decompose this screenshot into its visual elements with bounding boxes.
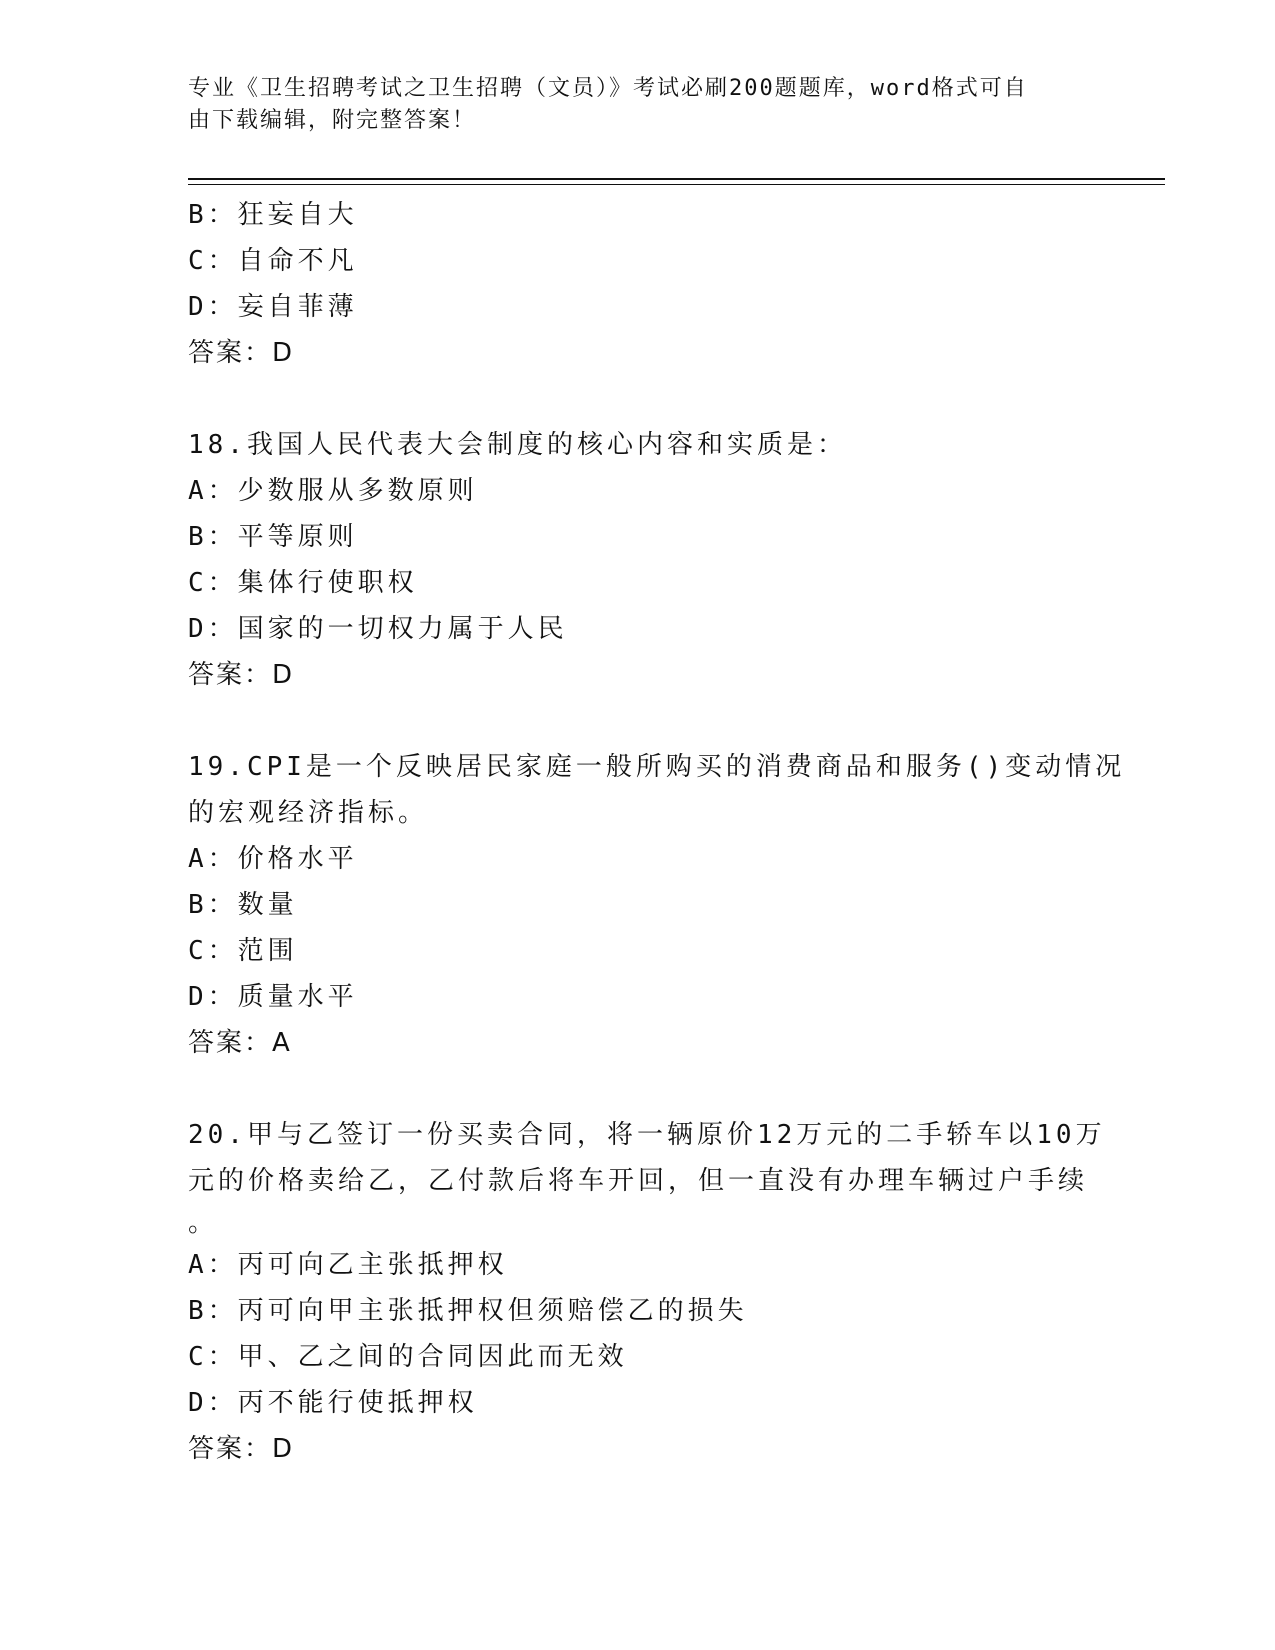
option-b: B：平等原则: [188, 522, 358, 552]
option-b: B：丙可向甲主张抵押权但须赔偿乙的损失: [188, 1296, 748, 1326]
answer: 答案：A: [188, 1028, 292, 1058]
question-text-line-1: 19.CPI是一个反映居民家庭一般所购买的消费商品和服务()变动情况: [188, 752, 1126, 782]
question-20: [188, 1112, 1106, 1472]
spacer: [188, 1066, 1088, 1112]
option-b: B：狂妄自大: [188, 200, 358, 230]
question-text: 18.我国人民代表大会制度的核心内容和实质是：: [188, 430, 847, 460]
option-a: A：少数服从多数原则: [188, 476, 478, 506]
header-line-1: 专业《卫生招聘考试之卫生招聘（文员）》考试必刷200题题库，word格式可自: [188, 76, 1028, 101]
question-18: [188, 422, 1088, 698]
option-c: C：甲、乙之间的合同因此而无效: [188, 1342, 628, 1372]
option-d: D：质量水平: [188, 982, 358, 1012]
question-text-line-2: 元的价格卖给乙，乙付款后将车开回，但一直没有办理车辆过户手续: [188, 1166, 1089, 1196]
option-d: D：丙不能行使抵押权: [188, 1388, 478, 1418]
answer: 答案：D: [188, 1434, 295, 1464]
question-list: [188, 192, 1126, 1472]
option-a: A：价格水平: [188, 844, 358, 874]
question-17-tail: [188, 192, 1088, 376]
question-text-line-3: 。: [188, 1208, 219, 1238]
option-a: A：丙可向乙主张抵押权: [188, 1250, 508, 1280]
answer: 答案：D: [188, 660, 295, 690]
question-text-line-1: 20.甲与乙签订一份买卖合同，将一辆原价12万元的二手轿车以10万: [188, 1120, 1106, 1150]
option-d: D：国家的一切权力属于人民: [188, 614, 568, 644]
option-b: B：数量: [188, 890, 298, 920]
answer: 答案：D: [188, 338, 295, 368]
header-divider-thick: [188, 178, 1165, 180]
header-line-2: 由下载编辑，附完整答案！: [188, 108, 477, 133]
spacer: [188, 376, 1088, 422]
document-header: [188, 73, 1068, 137]
option-c: C：自命不凡: [188, 246, 358, 276]
question-19: [188, 744, 1126, 1066]
option-c: C：范围: [188, 936, 298, 966]
spacer: [188, 698, 1088, 744]
question-text-line-2: 的宏观经济指标。: [188, 798, 429, 828]
option-d: D：妄自菲薄: [188, 292, 358, 322]
option-c: C：集体行使职权: [188, 568, 418, 598]
header-divider-thin: [188, 184, 1165, 185]
